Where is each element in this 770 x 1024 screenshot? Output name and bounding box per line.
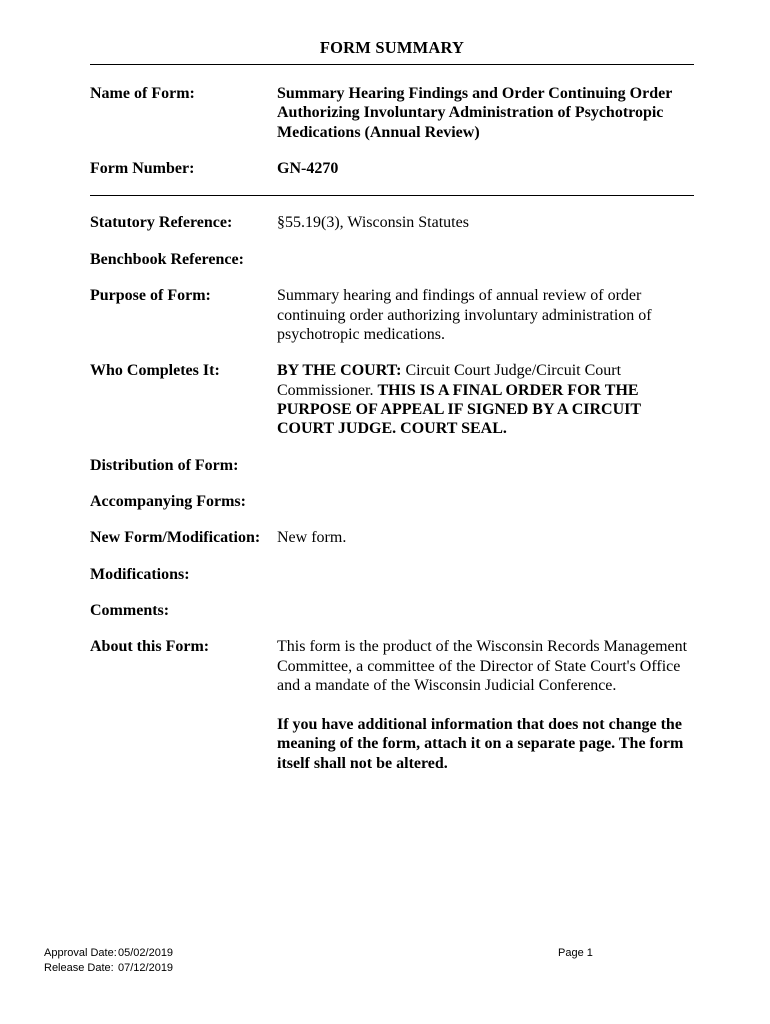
row-about-this-form <box>90 637 694 773</box>
row-value: GN-4270 <box>277 160 339 178</box>
row-label: Accompanying Forms: <box>90 493 246 511</box>
row-label: Form Number: <box>90 160 195 178</box>
row-label: Name of Form: <box>90 85 195 102</box>
row-who-completes-it <box>90 361 694 438</box>
row-value: BY THE COURT: Circuit Court Judge/Circuit Court Commissioner. THIS IS A FINAL ORDER FOR THE PURPOSE OF APPEAL IF SIGNED BY A CIRCUIT COURT JUDGE. COURT SEAL. <box>277 362 641 438</box>
approval-date-label: Approval Date: <box>44 947 117 959</box>
row-value: Summary Hearing Findings and Order Continuing Order Authorizing Involuntary Administration of Psychotropic Medications (Annual Review) <box>277 85 673 141</box>
row-label: Comments: <box>90 602 170 620</box>
approval-date-value: 05/02/2019 <box>118 947 174 959</box>
row-value <box>277 250 694 269</box>
row-value <box>277 565 694 584</box>
page-footer <box>44 946 173 976</box>
row-accompanying-forms <box>90 492 694 511</box>
row-label: Benchbook Reference: <box>90 250 244 268</box>
row-value: This form is the product of the Wisconsin Records Management Committee, a committee of the Director of State Court's Office and a mandate of the Wisconsin Judicial Conference. If you have additional information that does not change the meaning of the form, attach it on a separate page. The form itself shall not be altered. <box>277 638 688 772</box>
page-title: FORM SUMMARY <box>319 38 465 57</box>
row-value: §55.19(3), Wisconsin Statutes <box>277 214 469 232</box>
release-date-row <box>44 961 173 976</box>
row-label: Modifications: <box>90 565 190 583</box>
row-label: Who Completes It: <box>90 362 220 380</box>
row-label: About this Form: <box>90 638 210 656</box>
row-modifications <box>90 565 694 584</box>
row-form-number <box>90 159 694 178</box>
row-benchbook-reference <box>90 250 694 269</box>
row-value: Summary hearing and findings of annual review of order continuing order authorizing involuntary administration of psychotropic medications. <box>277 287 652 343</box>
approval-date-row <box>44 946 173 961</box>
page-number: Page 1 <box>558 947 593 959</box>
row-name-of-form <box>90 84 694 142</box>
row-new-form-modification <box>90 528 694 547</box>
row-label: Statutory Reference: <box>90 214 233 232</box>
row-value: New form. <box>277 529 347 547</box>
row-label: New Form/Modification: <box>90 529 261 547</box>
section-divider-rule <box>90 195 694 196</box>
row-comments <box>90 601 694 620</box>
row-value <box>277 601 694 620</box>
release-date-value: 07/12/2019 <box>118 962 174 974</box>
header-rule <box>90 64 694 65</box>
row-label: Distribution of Form: <box>90 456 239 474</box>
row-value <box>277 492 694 511</box>
row-value <box>277 456 694 475</box>
row-label: Purpose of Form: <box>90 287 211 305</box>
row-statutory-reference <box>90 213 694 232</box>
release-date-label: Release Date: <box>44 962 114 974</box>
row-distribution-of-form <box>90 456 694 475</box>
row-purpose-of-form <box>90 286 694 344</box>
